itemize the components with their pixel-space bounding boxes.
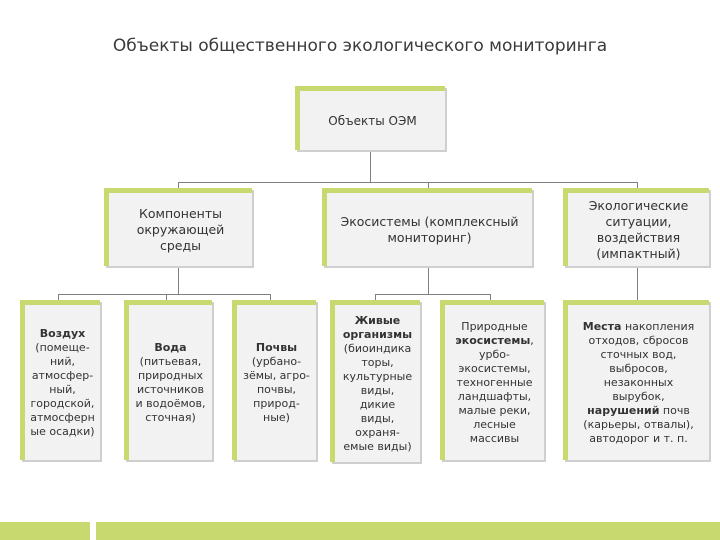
page-title: Объекты общественного экологического мониторинга: [112, 36, 608, 56]
connector: [370, 150, 371, 182]
air-title: Воздух: [39, 326, 86, 340]
places-text: почв (карьеры, отвалы), автодорог и т. п.: [583, 403, 694, 445]
connector: [58, 294, 270, 295]
water-text: (питьевая, природных источников и водоёмов, сточная): [135, 354, 206, 424]
footer-bar-right: [96, 522, 720, 540]
natural-text: , урбо- экосистемы, техногенные ландшафты, малые реки, лесные массивы: [456, 333, 534, 445]
soil-text: (урбано- зёмы, агро- почвы, природ- ные): [243, 354, 310, 424]
water-title: Вода: [154, 340, 187, 354]
footer-bar-left: [0, 522, 90, 540]
root-label: Объекты ОЭМ: [328, 113, 417, 128]
places-violations: нарушений: [587, 403, 660, 417]
root-box: [295, 86, 445, 150]
air-box: [20, 300, 100, 460]
components-label: Компоненты окружающей среды: [136, 205, 225, 253]
living-text: (биоиндика торы, культурные виды, дикие виды, охраня- емые виды): [342, 341, 413, 453]
connector: [637, 266, 638, 300]
natural-title: экосистемы: [455, 333, 531, 347]
situations-label: Экологические ситуации, воздействия (импактный): [588, 197, 689, 261]
soil-title: Почвы: [255, 340, 298, 354]
air-text: (помеще- ний, атмосфер- ный, городской, атмосферн ые осадки): [30, 340, 95, 438]
living-title: Живые организмы: [342, 313, 413, 341]
connector: [428, 266, 429, 294]
living-box: [330, 300, 420, 462]
components-box: [104, 188, 252, 266]
connector: [178, 266, 179, 294]
soil-box: [232, 300, 316, 460]
places-title: Места: [582, 319, 622, 333]
connector: [178, 182, 638, 183]
connector: [375, 294, 491, 295]
situations-box: [563, 188, 709, 266]
natural-pre: Природные: [461, 319, 528, 333]
natural-ecosystems-box: [440, 300, 544, 460]
places-box: [563, 300, 709, 460]
ecosystems-box: [322, 188, 532, 266]
ecosystems-label: Экосистемы (комплексный мониторинг): [340, 213, 519, 245]
places-mid: накопления отходов, сбросов сточных вод, выбросов, незаконных вырубок,: [588, 319, 695, 403]
water-box: [124, 300, 212, 460]
